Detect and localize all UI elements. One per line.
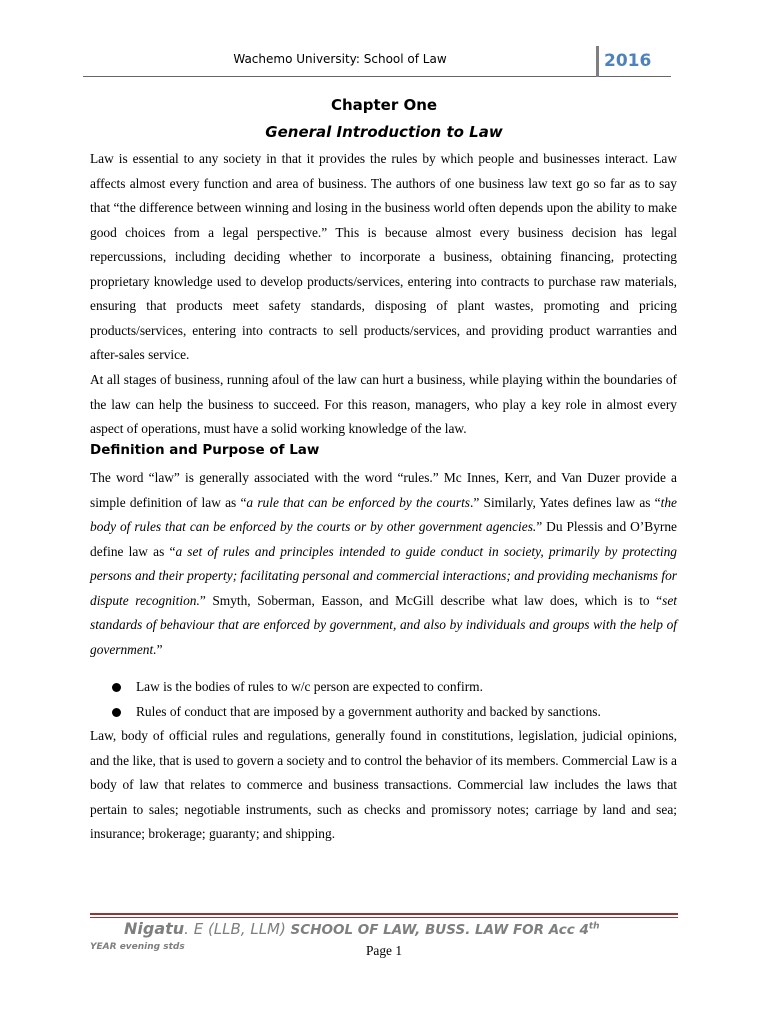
list-item-text: Rules of conduct that are imposed by a government authority and backed by sanctions. [136, 703, 601, 719]
list-item-text: Law is the bodies of rules to w/c person are expected to confirm. [136, 679, 483, 694]
def-text-5: ” [156, 641, 163, 657]
def-text-1: The word “law” is generally associated with the word “rules.” Mc Innes, Kerr, and Van Duzer provide a simple definition of law as “ [90, 470, 677, 510]
def-quote-1: a rule that can be enforced by the courts [246, 494, 470, 510]
bullet-dot-icon [112, 708, 121, 717]
list-item [112, 675, 677, 700]
bullet-dot-icon [112, 683, 121, 692]
page-number: Page 1 [365, 943, 403, 958]
header-title: Wachemo University: School of Law [233, 52, 447, 66]
def-quote-4: set standards of behaviour that are enforced by government, and also by individuals and groups with the help of government. [90, 592, 677, 657]
def-text-2: .” Similarly, Yates defines law as “ [470, 494, 661, 510]
footer-author-line [124, 919, 684, 938]
chapter-subtitle: General Introduction to Law [265, 123, 503, 141]
paragraph-definitions [90, 466, 677, 662]
paragraph-closing: Law, body of official rules and regulations, generally found in constitutions, legislation, judicial opinions, and the like, that is used to govern a society and to control the behavior of its members. Commercial Law is a body of law that relates to commerce and business transactions. Commercial law includes the laws that pertain to sales; negotiable instruments, such as checks and promissory notes; carriage by land and sea; insurance; brokerage; guaranty; and shipping. [90, 728, 677, 841]
paragraph-intro-2: At all stages of business, running afoul of the law can hurt a business, while playing within the boundaries of the law can help the business to succeed. For this reason, managers, who play a key role in almost every aspect of operations, must have a solid working knowledge of the law. [90, 372, 677, 436]
paragraph-intro-1: Law is essential to any society in that it provides the rules by which people and businesses interact. Law affects almost every function and area of business. The authors of one business law text go so far as to say that “the difference between winning and losing in the business world often depends upon the ability to make good choices from a legal perspective.” This is because almost every business decision has legal repercussions, including deciding whether to incorporate a business, obtaining financing, protecting proprietary knowledge used to develop products/services, entering into contracts to purchase raw materials, ensuring that products meet safety standards, disposing of plant wastes, promoting and pricing products/services, entering into contracts to sell products/services, and providing product warranties and after-sales service. [90, 151, 677, 362]
bullet-list [112, 675, 677, 724]
def-quote-2: the body of rules that can be enforced by the courts or by other government agencies. [90, 494, 677, 534]
chapter-title: Chapter One [330, 96, 438, 114]
header-rule [83, 76, 671, 77]
footer-author-credentials: . E (LLB, LLM) [184, 920, 286, 938]
list-item [112, 700, 677, 725]
footer-rule-thick [90, 913, 678, 915]
footer-author-name: Nigatu [124, 919, 185, 938]
footer-rule-thin [90, 917, 678, 918]
footer-subline: YEAR evening stds [90, 942, 185, 952]
header-year-divider [596, 46, 599, 77]
footer-course-sup: th [588, 921, 600, 932]
footer-course: SCHOOL OF LAW, BUSS. LAW FOR Acc 4 [285, 922, 589, 938]
def-text-3: ” Du Plessis and O’Byrne define law as “ [90, 519, 677, 559]
def-text-4: ” Smyth, Soberman, Easson, and McGill describe what law does, which is to “ [199, 592, 663, 608]
header-year: 2016 [604, 51, 652, 71]
def-quote-3: a set of rules and principles intended to guide conduct in society, primarily by protecting persons and their property; facilitating personal and commercial interactions; and providing mechanisms for dispute recognition. [90, 543, 677, 608]
section-heading: Definition and Purpose of Law [90, 442, 320, 458]
